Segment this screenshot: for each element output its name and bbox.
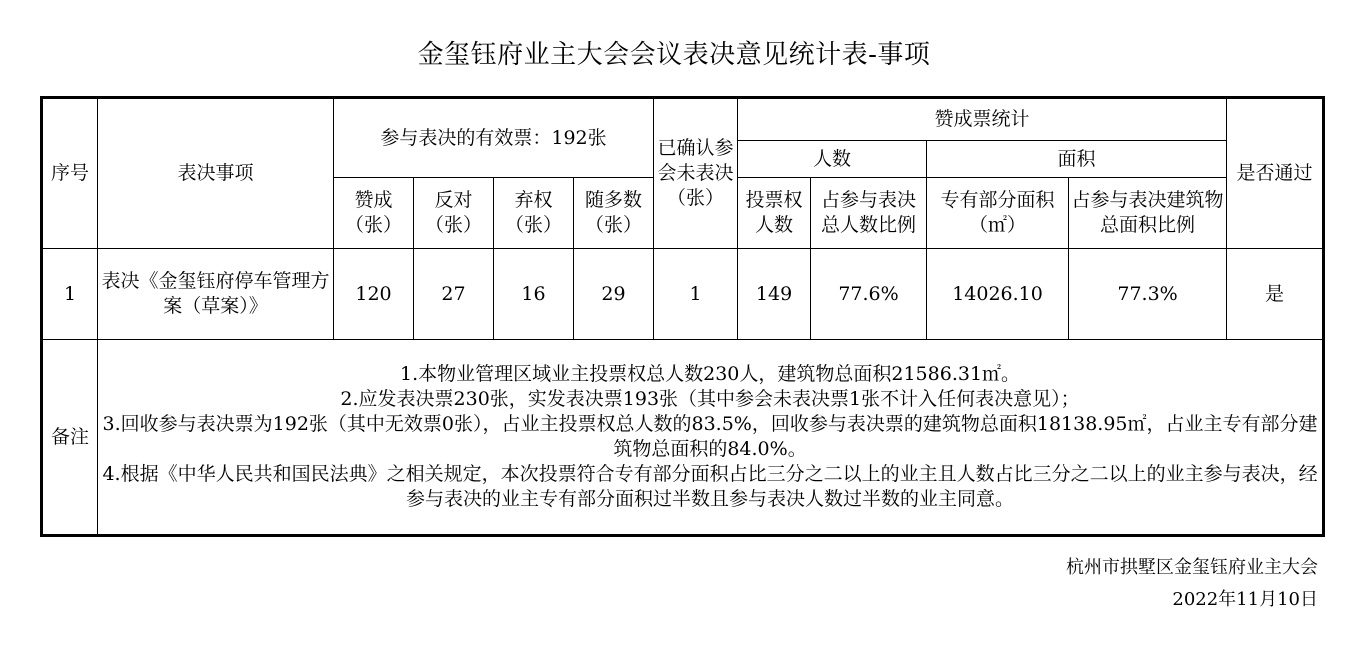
header-people: 人数 [738,141,927,178]
header-approve-stats: 赞成票统计 [738,98,1227,141]
cell-exclusive-area: 14026.10 [927,249,1069,340]
header-confirmed-absent: 已确认参会未表决（张） [654,98,738,249]
cell-abstain: 16 [494,249,574,340]
footer-date: 2022年11月10日 [1172,589,1318,610]
header-area-ratio: 占参与表决建筑物总面积比例 [1069,178,1227,249]
header-abstain: 弃权（张） [494,178,574,249]
header-voters-ratio: 占参与表决总人数比例 [811,178,927,249]
cell-voters-count: 149 [738,249,811,340]
cell-oppose: 27 [414,249,494,340]
note-item: 1.本物业管理区域业主投票权总人数230人，建筑物总面积21586.31㎡。 [399,363,1021,385]
notes-label: 备注 [42,340,98,536]
table-row [42,249,1324,340]
note-item: 4.根据《中华人民共和国民法典》之相关规定，本次投票符合专有部分面积占比三分之二以上的业主且人数占比三分之二以上的业主参与表决，经参与表决的业主专有部分面积过半数且参与表决人数过半数的业主同意。 [102,463,1318,510]
cell-voters-ratio: 77.6% [811,249,927,340]
header-area: 面积 [927,141,1227,178]
header-seq: 序号 [42,98,98,249]
header-oppose: 反对（张） [414,178,494,249]
cell-seq: 1 [42,249,98,340]
cell-confirmed-absent: 1 [654,249,738,340]
note-item: 2.应发表决票230张，实发表决票193张（其中参会未表决票1张不计入任何表决意见）； [340,388,1080,410]
cell-follow-majority: 29 [574,249,654,340]
header-follow-majority: 随多数（张） [574,178,654,249]
vote-statistics-table [40,96,1325,537]
note-item: 3.回收参与表决票为192张（其中无效票0张），占业主投票权总人数的83.5%，回收参与表决票的建筑物总面积18138.95㎡，占业主专有部分建筑物总面积的84.0%。 [102,413,1318,460]
cell-passed: 是 [1227,249,1324,340]
header-passed: 是否通过 [1227,98,1324,249]
cell-area-ratio: 77.3% [1069,249,1227,340]
page-title: 金玺钰府业主大会会议表决意见统计表-事项 [417,40,931,70]
header-exclusive-area: 专有部分面积（㎡） [927,178,1069,249]
cell-approve: 120 [334,249,414,340]
header-voters-count: 投票权人数 [738,178,811,249]
footer-org: 杭州市拱墅区金玺钰府业主大会 [1066,557,1318,578]
header-topic: 表决事项 [98,98,334,249]
cell-topic: 表决《金玺钰府停车管理方案（草案）》 [98,249,334,340]
header-valid-votes: 参与表决的有效票：192张 [334,98,654,178]
notes-content [98,340,1324,536]
header-approve: 赞成（张） [334,178,414,249]
